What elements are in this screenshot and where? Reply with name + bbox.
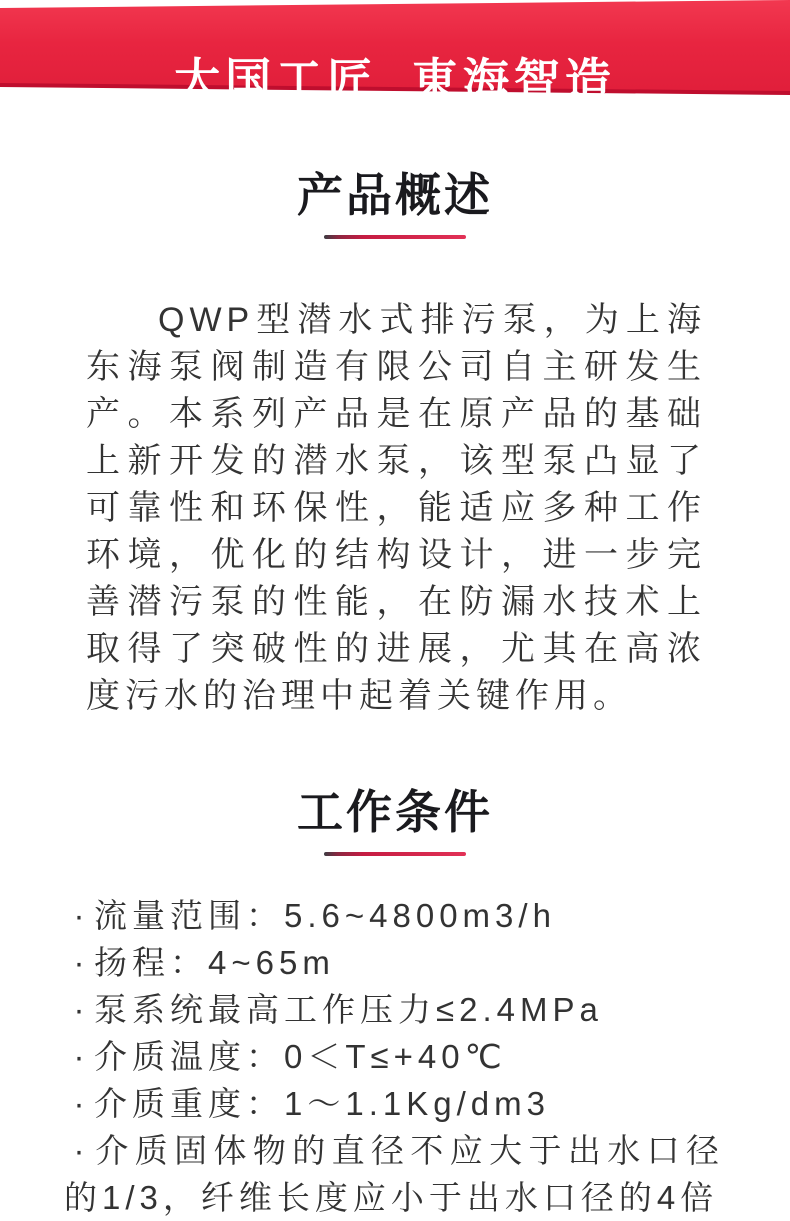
bullet-dot: ·	[73, 991, 85, 1028]
condition-text: 介质重度：1～1.1Kg/dm3	[94, 1085, 550, 1122]
overview-title: 产品概述	[297, 169, 493, 221]
condition-text: 介质固体物的直径不应大于出水口径的1/3，纤维长度应小于出水口径的4倍	[64, 1132, 724, 1216]
condition-item-head	[64, 939, 724, 986]
condition-text: 介质温度：0＜T≤+40℃	[94, 1038, 507, 1075]
condition-item-medium-density	[64, 1080, 724, 1127]
conditions-title-underline	[324, 852, 466, 856]
condition-item-flow-range	[64, 892, 724, 939]
bullet-dot: ·	[73, 944, 85, 981]
top-banner	[0, 0, 790, 106]
bullet-dot: ·	[73, 897, 85, 934]
section-working-conditions	[0, 786, 790, 1221]
overview-paragraph: QWP型潜水式排污泵，为上海东海泵阀制造有限公司自主研发生产。本系列产品是在原产品的基础上新开发的潜水泵，该型泵凸显了可靠性和环保性，能适应多种工作环境，优化的结构设计，进一步完善潜污泵的性能，在防漏水技术上取得了突破性的进展，尤其在高浓度污水的治理中起着关键作用。	[86, 301, 706, 715]
condition-item-medium-temperature	[64, 1033, 724, 1080]
conditions-title: 工作条件	[297, 786, 493, 838]
condition-text: 流量范围：5.6~4800m3/h	[94, 897, 556, 934]
condition-text: 扬程：4~65m	[94, 944, 335, 981]
banner-title: 大国工匠 東海智造	[174, 53, 616, 106]
overview-title-underline	[324, 235, 466, 239]
bullet-dot: ·	[73, 1132, 85, 1169]
bullet-dot: ·	[73, 1085, 85, 1122]
condition-text: 泵系统最高工作压力≤2.4MPa	[94, 991, 603, 1028]
condition-item-solids-size	[64, 1127, 724, 1221]
section-product-overview	[0, 169, 790, 720]
bullet-dot: ·	[73, 1038, 85, 1075]
conditions-list	[64, 892, 724, 1221]
condition-item-max-pressure	[64, 986, 724, 1033]
